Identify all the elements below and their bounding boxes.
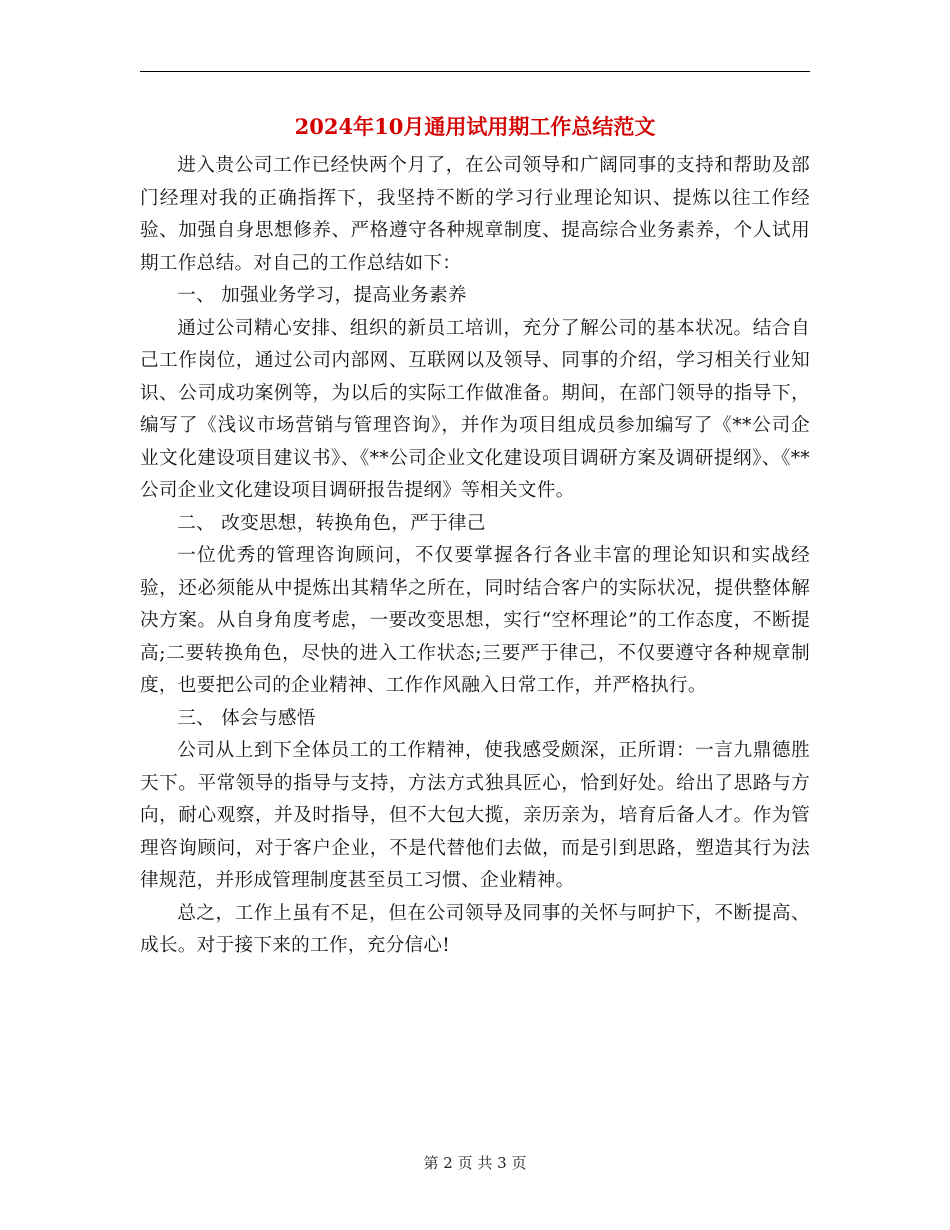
page-number-footer: 第 2 页 共 3 页 [423, 1154, 527, 1172]
paragraph-section-1: 通过公司精心安排、组织的新员工培训，充分了解公司的基本状况。结合自己工作岗位，通过公司内部网、互联网以及领导、同事的介绍，学习相关行业知识、公司成功案例等，为以后的实际工作做准备。期间，在部门领导的指导下，编写了《浅议市场营销与管理咨询》，并作为项目组成员参加编写了《**公司企业文化建设项目建议书》、《**公司企业文化建设项目调研方案及调研提纲》、《**公司企业文化建设项目调研报告提纲》等相关文件。 [140, 317, 810, 501]
section-heading-2: 二、 改变思想，转换角色，严于律己 [177, 512, 486, 534]
paragraph-conclusion: 总之，工作上虽有不足，但在公司领导及同事的关怀与呵护下，不断提高、成长。对于接下来的工作，充分信心! [140, 902, 810, 956]
document-body [140, 150, 810, 963]
section-heading-3: 三、 体会与感悟 [177, 707, 316, 729]
paragraph-section-3: 公司从上到下全体员工的工作精神，使我感受颇深，正所谓：一言九鼎德胜天下。平常领导的指导与支持，方法方式独具匠心，恰到好处。给出了思路与方向，耐心观察，并及时指导，但不大包大揽，亲历亲为，培育后备人才。作为管理咨询顾问，对于客户企业，不是代替他们去做，而是引到思路，塑造其行为法律规范，并形成管理制度甚至员工习惯、企业精神。 [140, 740, 810, 891]
paragraph-intro: 进入贵公司工作已经快两个月了，在公司领导和广阔同事的支持和帮助及部门经理对我的正确指挥下，我坚持不断的学习行业理论知识、提炼以往工作经验、加强自身思想修养、严格遵守各种规章制度、提高综合业务素养，个人试用期工作总结。对自己的工作总结如下： [140, 155, 810, 274]
paragraph-section-2: 一位优秀的管理咨询顾问，不仅要掌握各行各业丰富的理论知识和实战经验，还必须能从中提炼出其精华之所在，同时结合客户的实际状况，提供整体解决方案。从自身角度考虑，一要改变思想，实行“空杯理论”的工作态度，不断提高;二要转换角色，尽快的进入工作状态;三要严于律己，不仅要遵守各种规章制度，也要把公司的企业精神、工作作风融入日常工作，并严格执行。 [140, 545, 810, 696]
header-rule [140, 71, 810, 72]
section-heading-1: 一、 加强业务学习，提高业务素养 [177, 285, 467, 306]
document-title: 2024年10月通用试用期工作总结范文 [294, 114, 656, 139]
